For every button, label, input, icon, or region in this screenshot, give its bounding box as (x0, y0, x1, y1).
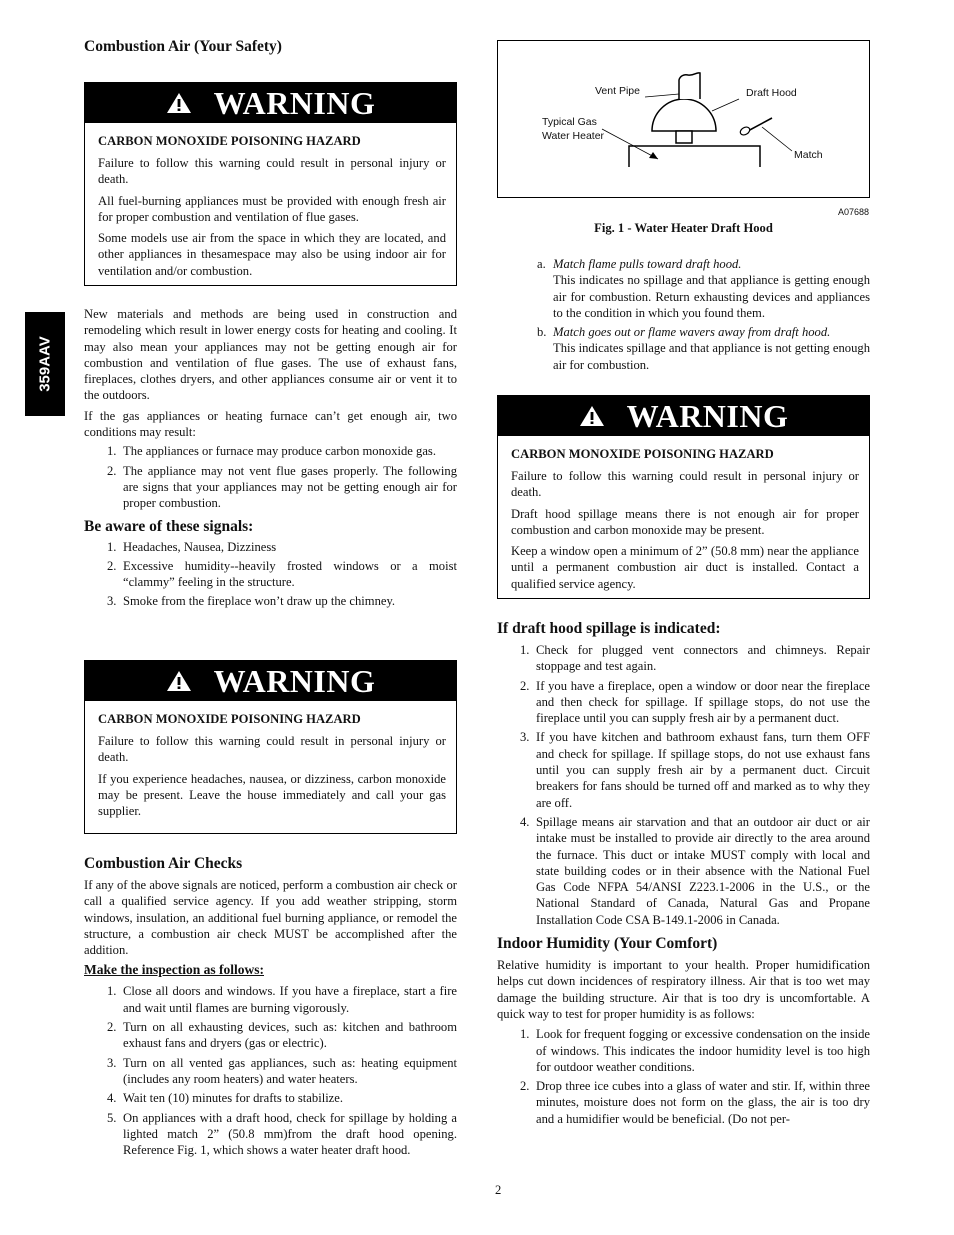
warning-text: All fuel-burning appliances must be provided with enough fresh air for proper combustion and ventilation of flue gases. (98, 193, 446, 224)
warning-subtitle: CARBON MONOXIDE POISONING HAZARD (98, 712, 361, 726)
inspection-list (84, 983, 457, 1158)
page-number: 2 (495, 1183, 502, 1197)
list-item: 2. Turn on all exhausting devices, such as: kitchen and bathroom exhaust fans and dryers (gas or electric). (107, 1020, 457, 1051)
warning-header (85, 661, 456, 701)
humidity-paragraph: Relative humidity is important to your health. Proper humidification helps cut down incidences of respiratory illness. Air that is too wet may damage the building structure. Air that is too dry is uncomfortable. A quick way to test for proper humidity is as follows: (497, 958, 870, 1021)
draft-hood-label: Draft Hood (746, 87, 797, 99)
list-item: 1. Headaches, Nausea, Dizziness (107, 539, 277, 554)
list-item: 4. Wait ten (10) minutes for drafts to stabilize. (107, 1091, 344, 1106)
signals-list (84, 539, 457, 610)
list-item: 2. Drop three ice cubes into a glass of water and stir. If, within three minutes, moisture does not form on the glass, the air is too dry and a humidifier would be beneficial. (Do not per- (520, 1079, 870, 1126)
spillage-heading: If draft hood spillage is indicated: (497, 620, 721, 637)
list-item: 1. Close all doors and windows. If you have a fireplace, start a fire and wait until flames are burning vigorously. (107, 984, 457, 1015)
side-tab (25, 312, 65, 416)
intro-paragraph: If the gas appliances or heating furnace can’t get enough air, two conditions may result: (84, 408, 457, 440)
warning-triangle-icon (579, 405, 605, 427)
list-item: 3. Turn on all vented gas appliances, such as: heating equipment (includes any room heaters) and water heaters. (107, 1055, 457, 1086)
warning-text: If you experience headaches, nausea, or dizziness, carbon monoxide may be present. Leave the house immediately and call your gas supplier. (98, 771, 446, 819)
vent-pipe-label: Vent Pipe (595, 85, 640, 97)
list-item: 2. The appliance may not vent flue gases properly. The following are signs that your appliances may not be getting enough air for proper combustion. (107, 463, 457, 511)
water-heater-figure (497, 40, 870, 198)
warning-subtitle: CARBON MONOXIDE POISONING HAZARD (98, 134, 361, 148)
list-item: 1. Check for plugged vent connectors and chimneys. Repair stoppage and test again. (520, 643, 870, 674)
list-item: 3. If you have kitchen and bathroom exhaust fans, turn them OFF and check for spillage. If spillage stops, do not use exhaust fans until you can supply fresh air by a permanent duct. Circuit breakers for fans should be turned off and marked as to why they are off. (520, 730, 870, 810)
intro-paragraph: New materials and methods are being used in construction and remodeling which result in lower energy costs for heating and cooling. It may also mean your appliances may not be getting enough air for combustion and ventilation of flue gases. The use of exhaust fans, fireplaces, clothes dryers, and other appliances consume air or vent it to the outdoors. (84, 307, 457, 403)
list-item: 4. Spillage means air starvation and that an outdoor air duct or air intake must be installed to provide air directly to the area around the furnace. This duct or intake MUST comply with local and state building codes or in their absence with the National Fuel Gas Code NFPA 54/ANSI Z223.1-2006 in the U.S., or the National Standard of Canada, Natural Gas and Propane Installation Code CSA B-149.1-2006 in Canada. (520, 814, 870, 927)
list-item: 2. If you have a fireplace, open a window or door near the fireplace and then check for spillage. If spillage stops, do not use the fireplace until you can supply fresh air by a permanent duct. (520, 678, 870, 726)
warning-triangle-icon (166, 92, 192, 114)
list-item: 5. On appliances with a draft hood, check for spillage by holding a lighted match 2” (50.8 mm)from the draft hood opening. Reference Fig. 1, which shows a water heater draft hood. (107, 1110, 457, 1158)
warning-text: Failure to follow this warning could result in personal injury or death. (98, 156, 446, 187)
list-item: 1. Look for frequent fogging or excessive condensation on the inside of windows. This indicates the indoor humidity level is too high for outdoor weather conditions. (520, 1027, 870, 1074)
warning-subtitle: CARBON MONOXIDE POISONING HAZARD (511, 447, 774, 461)
warning-box-2 (84, 660, 457, 834)
conditions-list (84, 443, 457, 511)
warning-box-3 (497, 395, 870, 599)
warning-title: WARNING (626, 397, 789, 434)
warning-header (85, 83, 456, 123)
warning-title: WARNING (213, 662, 376, 699)
warning-text: Draft hood spillage means there is not enough air for proper combustion and carbon monoxide may be present. (511, 506, 859, 537)
water-heater-label: Water Heater (542, 130, 605, 142)
warning-text: Failure to follow this warning could result in personal injury or death. (511, 469, 859, 500)
warning-triangle-icon (166, 670, 192, 692)
match-results-list (497, 256, 870, 373)
humidity-heading: Indoor Humidity (Your Comfort) (497, 935, 718, 953)
list-item: 2. Excessive humidity--heavily frosted windows or a moist “clammy” feeling in the structure. (107, 558, 457, 590)
side-tab-label: 359AAV (36, 336, 54, 392)
spillage-list (497, 642, 870, 928)
typical-gas-label: Typical Gas (542, 116, 597, 128)
match-label: Match (794, 149, 823, 161)
combustion-checks-heading: Combustion Air Checks (84, 855, 243, 872)
combustion-air-heading: Combustion Air (Your Safety) (84, 38, 282, 55)
warning-text: Some models use air from the space in which they are located, and other appliances in thesamespace may also be using indoor air for ventilation and/or combustion. (98, 231, 446, 278)
list-item: b. Match goes out or flame wavers away from draft hood. This indicates spillage and that appliance is not getting enough air for combustion. (537, 325, 870, 372)
list-item: 1. The appliances or furnace may produce carbon monoxide gas. (107, 444, 436, 459)
signals-heading: Be aware of these signals: (84, 517, 254, 535)
warning-box-1 (84, 82, 457, 286)
warning-header (498, 396, 869, 436)
warning-text: Keep a window open a minimum of 2” (50.8 mm) near the appliance until a permanent combustion air duct is installed. Contact a qualified service agency. (511, 544, 859, 591)
figure-caption: Fig. 1 - Water Heater Draft Hood (594, 221, 773, 235)
list-item: a. Match flame pulls toward draft hood. This indicates no spillage and that appliance is getting enough air for combustion. Return exhausting devices and appliances to the condition in which you found them. (537, 257, 870, 320)
warning-text: Failure to follow this warning could result in personal injury or death. (98, 734, 446, 765)
figure-code: A07688 (838, 207, 870, 217)
checks-paragraph: If any of the above signals are noticed, perform a combustion air check or call a qualified service agency. If you add weather stripping, storm windows, insulation, an additional fuel burning appliance, or remodel the structure, a combustion air check MUST be accomplished after the addition. (84, 878, 457, 958)
inspection-heading: Make the inspection as follows: (84, 962, 264, 978)
warning-title: WARNING (213, 84, 376, 121)
humidity-list (497, 1026, 870, 1127)
list-item: 3. Smoke from the fireplace won’t draw up the chimney. (107, 594, 396, 609)
